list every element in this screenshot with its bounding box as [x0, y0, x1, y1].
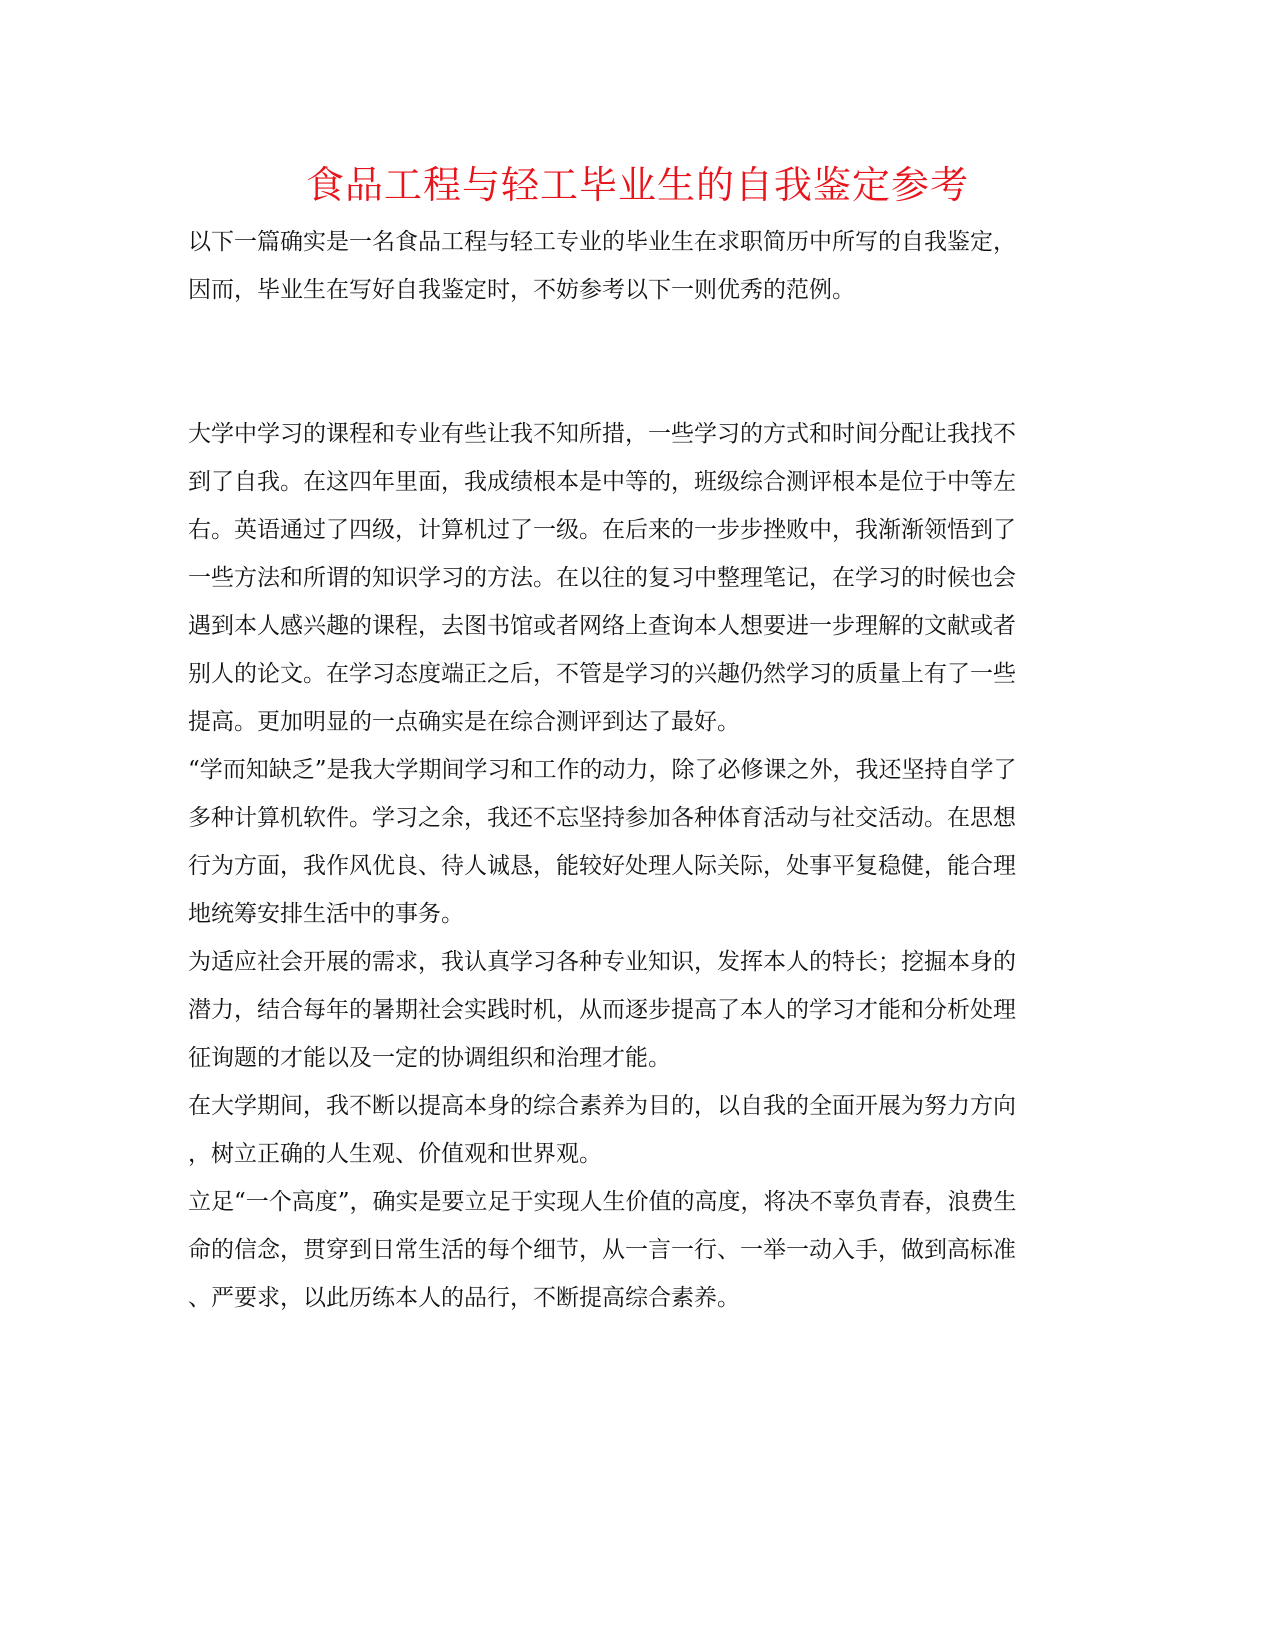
text-line: 立足“一个高度”，确实是要立足于实现人生价值的高度，将决不辜负青春，浪费生 — [188, 1189, 1017, 1215]
paragraph-1 — [188, 410, 1090, 746]
paragraph-2 — [188, 746, 1090, 938]
paragraph-4 — [188, 1082, 1090, 1178]
text-line: 提高。更加明显的一点确实是在综合测评到达了最好。 — [188, 709, 740, 735]
paragraph-5 — [188, 1178, 1090, 1322]
text-line: 地统筹安排生活中的事务。 — [188, 901, 464, 927]
text-line: “学而知缺乏”是我大学期间学习和工作的动力，除了必修课之外，我还坚持自学了 — [188, 757, 1017, 783]
text-line: 到了自我。在这四年里面，我成绩根本是中等的，班级综合测评根本是位于中等左 — [188, 469, 1016, 495]
text-line: 在大学期间，我不断以提高本身的综合素养为目的，以自我的全面开展为努力方向 — [188, 1093, 1016, 1119]
text-line: 以下一篇确实是一名食品工程与轻工专业的毕业生在求职简历中所写的自我鉴定， — [188, 229, 1016, 255]
text-line: ，树立正确的人生观、价值观和世界观。 — [188, 1141, 602, 1167]
text-line: 、严要求，以此历练本人的品行，不断提高综合素养。 — [188, 1285, 740, 1311]
text-line: 命的信念，贯穿到日常生活的每个细节，从一言一行、一举一动入手，做到高标准 — [188, 1237, 1016, 1263]
page-title: 食品工程与轻工毕业生的自我鉴定参考 — [305, 163, 969, 207]
document-body — [188, 218, 1090, 1322]
text-line: 行为方面，我作风优良、待人诚恳，能较好处理人际关际，处事平复稳健，能合理 — [188, 853, 1016, 879]
text-line: 遇到本人感兴趣的课程，去图书馆或者网络上查询本人想要进一步理解的文献或者 — [188, 613, 1016, 639]
text-line: 一些方法和所谓的知识学习的方法。在以往的复习中整理笔记，在学习的时候也会 — [188, 565, 1016, 591]
paragraph-gap — [188, 362, 1090, 410]
text-line: 为适应社会开展的需求，我认真学习各种专业知识，发挥本人的特长；挖掘本身的 — [188, 949, 1016, 975]
text-line: 别人的论文。在学习态度端正之后，不管是学习的兴趣仍然学习的质量上有了一些 — [188, 661, 1016, 687]
text-line: 潜力，结合每年的暑期社会实践时机，从而逐步提高了本人的学习才能和分析处理 — [188, 997, 1016, 1023]
paragraph-gap — [188, 314, 1090, 362]
text-line: 征询题的才能以及一定的协调组织和治理才能。 — [188, 1045, 671, 1071]
text-line: 多种计算机软件。学习之余，我还不忘坚持参加各种体育活动与社交活动。在思想 — [188, 805, 1016, 831]
paragraph-3 — [188, 938, 1090, 1082]
text-line: 右。英语通过了四级，计算机过了一级。在后来的一步步挫败中，我渐渐领悟到了 — [188, 517, 1016, 543]
text-line: 因而，毕业生在写好自我鉴定时，不妨参考以下一则优秀的范例。 — [188, 277, 855, 303]
text-line: 大学中学习的课程和专业有些让我不知所措，一些学习的方式和时间分配让我找不 — [188, 421, 1016, 447]
intro-paragraph — [188, 218, 1090, 314]
